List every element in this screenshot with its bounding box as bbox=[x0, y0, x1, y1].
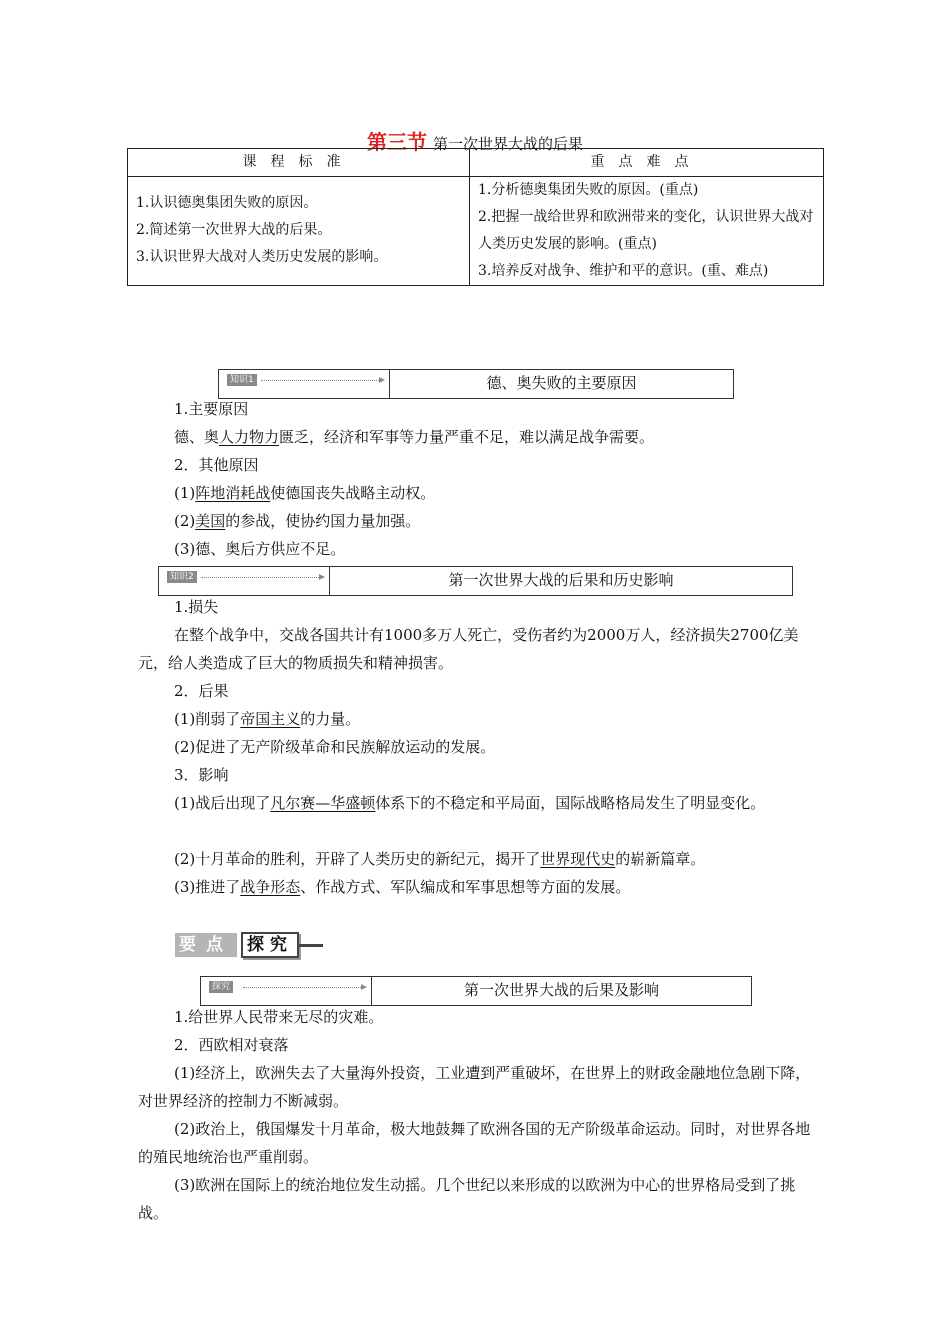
k2-paragraph-6: (3)推进了战争形态、作战方式、军队编成和军事思想等方面的发展。 bbox=[174, 878, 631, 896]
section-title: 第一次世界大战的后果 bbox=[432, 135, 583, 153]
k2-paragraph-3: (2)促进了无产阶级革命和民族解放运动的发展。 bbox=[174, 738, 496, 756]
key-points-header: 重点难点 bbox=[470, 149, 824, 177]
knowledge2-badge: 知识2 bbox=[167, 571, 197, 583]
standards-header: 课程标准 bbox=[128, 149, 470, 177]
k2-paragraph-2: (1)削弱了帝国主义的力量。 bbox=[174, 710, 361, 728]
knowledge2-header bbox=[158, 566, 793, 596]
k2-paragraph-1: 在整个战争中，交战各国共计有1000多万人死亡，受伤者约为2000万人，经济损失2700亿美元，给人类造成了巨大的物质损失和精神损害。 bbox=[138, 626, 799, 672]
explore-paragraph-2: (2)政治上，俄国爆发十月革命，极大地鼓舞了欧洲各国的无产阶级革命运动。同时，对世界各地的殖民地统治也严重削弱。 bbox=[138, 1120, 811, 1166]
knowledge2-tag bbox=[159, 567, 330, 595]
arrow-icon bbox=[261, 380, 383, 381]
knowledge1-header bbox=[218, 369, 734, 399]
k1-paragraph-2: (1)阵地消耗战使德国丧失战略主动权。 bbox=[174, 484, 436, 502]
explore-heading-1: 1.给世界人民带来无尽的灾难。 bbox=[174, 1008, 384, 1026]
knowledge1-tag bbox=[219, 370, 390, 398]
k2-paragraph-4: (1)战后出现了凡尔赛—华盛顿体系下的不稳定和平局面，国际战略格局发生了明显变化。 bbox=[174, 794, 766, 812]
explore-paragraph-3: (3)欧洲在国际上的统治地位发生动摇。几个世纪以来形成的以欧洲为中心的世界格局受到了挑战。 bbox=[138, 1176, 796, 1222]
knowledge2-title: 第一次世界大战的后果和历史影响 bbox=[448, 571, 674, 589]
banner-tail bbox=[299, 944, 323, 947]
k1-paragraph-4: (3)德、奥后方供应不足。 bbox=[174, 540, 346, 558]
k2-paragraph-5: (2)十月革命的胜利，开辟了人类历史的新纪元，揭开了世界现代史的崭新篇章。 bbox=[174, 850, 706, 868]
standards-cell bbox=[128, 177, 470, 286]
explore-paragraph-1: (1)经济上，欧洲失去了大量海外投资，工业遭到严重破坏，在世界上的财政金融地位急剧下降，对世界经济的控制力不断减弱。 bbox=[138, 1064, 811, 1110]
key-points-banner bbox=[175, 931, 323, 959]
explore-badge: 探究 bbox=[209, 981, 233, 993]
standards-table bbox=[127, 148, 824, 286]
standard-item: 2.简述第一次世界大战的后果。 bbox=[136, 221, 332, 238]
k2-heading-2: 2．后果 bbox=[174, 682, 229, 700]
knowledge1-badge: 知识1 bbox=[227, 374, 257, 386]
explore-heading-2: 2．西欧相对衰落 bbox=[174, 1036, 289, 1054]
section-number: 第三节 bbox=[366, 130, 427, 154]
arrow-icon bbox=[201, 577, 323, 578]
k1-heading-2: 2．其他原因 bbox=[174, 456, 259, 474]
k1-heading-1: 1.主要原因 bbox=[174, 400, 249, 418]
key-point-item: 1.分析德奥集团失败的原因。(重点) bbox=[478, 182, 699, 198]
k1-paragraph-3: (2)美国的参战，使协约国力量加强。 bbox=[174, 512, 421, 530]
k2-heading-3: 3．影响 bbox=[174, 766, 229, 784]
banner-main-label: 探究 bbox=[241, 932, 299, 958]
key-point-item: 3.培养反对战争、维护和平的意识。(重、难点) bbox=[478, 263, 769, 279]
standard-item: 1.认识德奥集团失败的原因。 bbox=[136, 194, 318, 211]
banner-ghost-label: 要点 bbox=[175, 933, 237, 957]
key-point-item: 2.把握一战给世界和欧洲带来的变化，认识世界大战对人类历史发展的影响。(重点) bbox=[478, 209, 814, 252]
k2-heading-1: 1.损失 bbox=[174, 598, 219, 616]
k1-paragraph-1: 德、奥人力物力匮乏，经济和军事等力量严重不足，难以满足战争需要。 bbox=[174, 428, 655, 446]
arrow-icon bbox=[243, 987, 365, 988]
explore-tag bbox=[201, 977, 372, 1005]
key-points-cell bbox=[470, 177, 824, 286]
knowledge1-title: 德、奥失败的主要原因 bbox=[486, 374, 637, 392]
explore-title: 第一次世界大战的后果及影响 bbox=[463, 981, 659, 999]
explore-header bbox=[200, 976, 752, 1006]
standard-item: 3.认识世界大战对人类历史发展的影响。 bbox=[136, 248, 388, 265]
